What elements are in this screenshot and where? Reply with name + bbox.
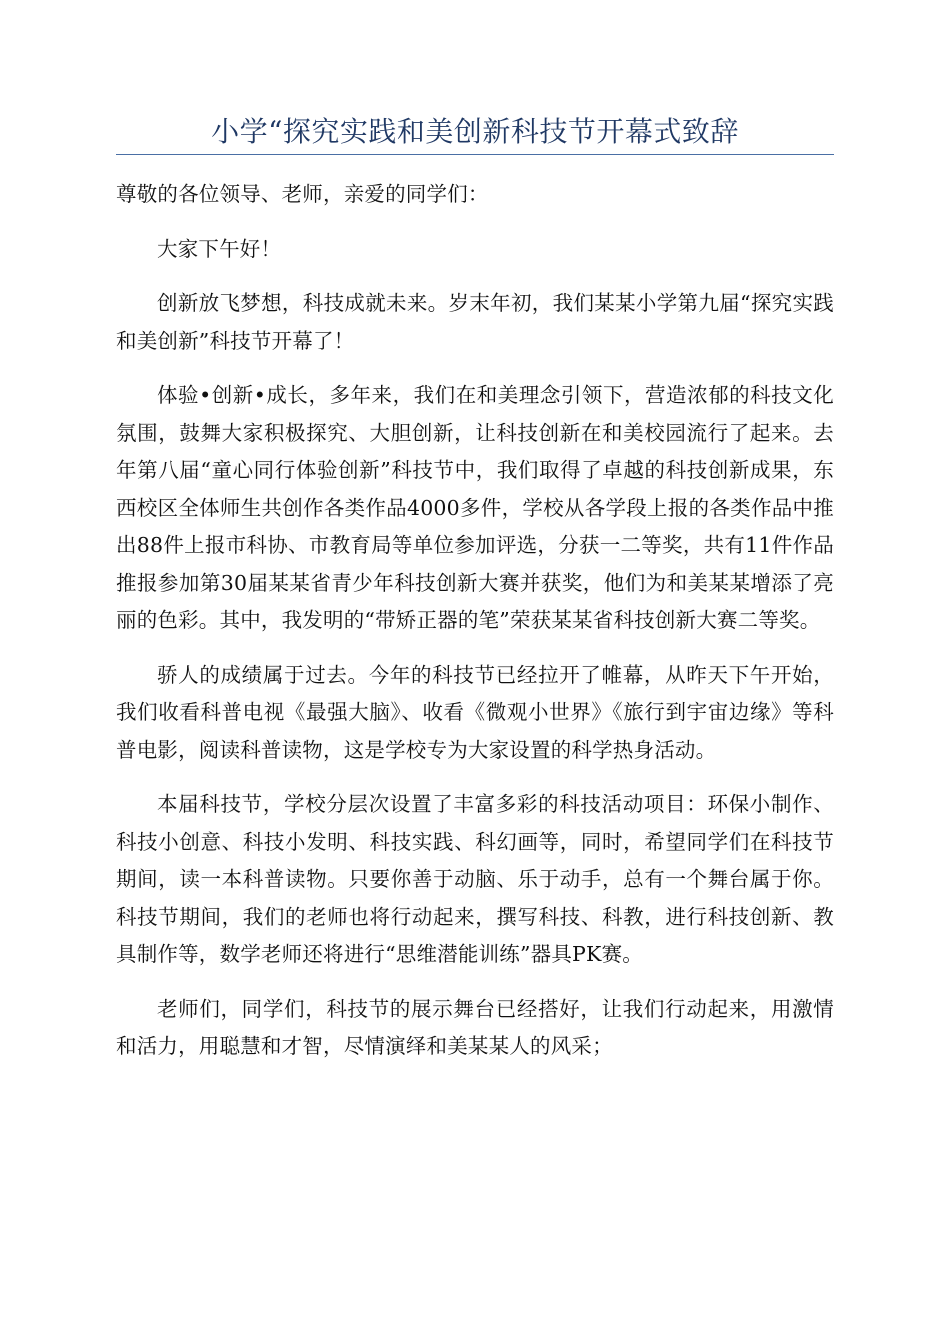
paragraph-greeting: 大家下午好！ bbox=[157, 236, 282, 261]
document-body bbox=[116, 176, 834, 1083]
paragraph-projects: 本届科技节，学校分层次设置了丰富多彩的科技活动项目：环保小制作、科技小创意、科技小发明、科技实践、科幻画等，同时，希望同学们在科技节期间，读一本科普读物。只要你善于动脑、乐于动手，总有一个舞台属于你。科技节期间，我们的老师也将行动起来，撰写科技、科教，进行科技创新、教具制作等，数学老师还将进行“思维潜能训练”器具PK赛。 bbox=[116, 792, 834, 966]
document-title: 小学“探究实践和美创新科技节开幕式致辞 bbox=[211, 115, 739, 148]
paragraph-opening: 创新放飞梦想，科技成就未来。岁末年初，我们某某小学第九届“探究实践和美创新”科技节开幕了！ bbox=[116, 291, 834, 353]
title-underline bbox=[116, 154, 834, 155]
paragraph-achievements: 体验•创新•成长，多年来，我们在和美理念引领下，营造浓郁的科技文化氛围，鼓舞大家积极探究、大胆创新，让科技创新在和美校园流行了起来。去年第八届“童心同行体验创新”科技节中，我们取得了卓越的科技创新成果，东西校区全体师生共创作各类作品4000多件，学校从各学段上报的各类作品中推出88件上报市科协、市教育局等单位参加评选，分获一二等奖，共有11件作品推报参加第30届某某省青少年科技创新大赛并获奖，他们为和美某某增添了亮丽的色彩。其中，我发明的“带矫正器的笔”荣获某某省科技创新大赛二等奖。 bbox=[116, 383, 834, 632]
salutation: 尊敬的各位领导、老师，亲爱的同学们： bbox=[116, 182, 489, 206]
paragraph-closing: 老师们，同学们，科技节的展示舞台已经搭好，让我们行动起来，用激情和活力，用聪慧和才智，尽情演绎和美某某人的风采； bbox=[116, 996, 834, 1058]
paragraph-activities: 骄人的成绩属于过去。今年的科技节已经拉开了帷幕，从昨天下午开始，我们收看科普电视《最强大脑》、收看《微观小世界》《旅行到宇宙边缘》等科普电影，阅读科普读物，这是学校专为大家设置的科学热身活动。 bbox=[116, 662, 834, 762]
